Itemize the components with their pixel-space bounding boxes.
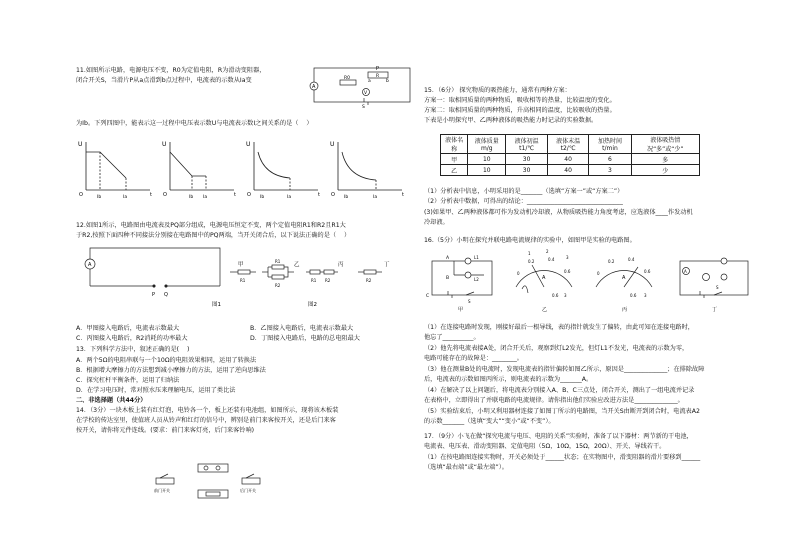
graph-c-O: O (247, 192, 251, 198)
q16-sub5b: 的示数_______（选填“变大”“变小”或“不变”）。 (424, 418, 555, 425)
q16-sub1b: 他忘了__________。 (424, 334, 480, 341)
meter-yi-0: 0 (517, 271, 520, 276)
meter-yi-1: 1 (528, 251, 531, 256)
q16-sub3: （3）他在测量B处的电流时，发现电流表的指针偏转如图乙所示，原因是______________；在排除故障 (424, 366, 705, 373)
table-row (441, 165, 700, 176)
graph-a-Ib: Ib (97, 195, 102, 200)
q12-label-jia: 甲 (238, 262, 244, 268)
graph-d-U: U (330, 141, 335, 148)
q14-line3: 按开关，请你将元件连线。(要求：前门来客灯亮，后门来客铃响) (76, 427, 255, 434)
table-cell: 少 (631, 165, 699, 176)
table-cell: 10 (468, 154, 506, 165)
q13-option-b: B．根据增大摩擦力的方法想到减小摩擦力的方法，运用了逆向思维法 (76, 367, 266, 374)
q12-option-c: C．丙图接入电路后，R2消耗的功率最大 (76, 335, 188, 342)
q16-circuit-B: B (446, 276, 450, 281)
table-header: 液体末温t2/℃ (547, 135, 588, 154)
q12-fig2-caption: 图2 (308, 302, 317, 308)
q15-plan2: 方案二：取相同质量的两种物质，升高相同的温度，比较吸收的热量。 (424, 107, 616, 114)
meter-yi-04: 0.4 (548, 257, 555, 262)
q12-figures (80, 242, 410, 308)
table-cell: 30 (506, 154, 547, 165)
table-header: 加热时间t/min (589, 135, 631, 154)
q12-jia-R1: R1 (240, 278, 246, 283)
q15-sub3: (3)如果甲、乙两种液体都可作为发动机冷却液，从物质吸热能力角度考虑，应选液体____作发动机 (424, 209, 693, 216)
meter-yi-02: 0.2 (528, 259, 535, 264)
q11-circuit-label-b: b (386, 79, 389, 84)
q15-line1: 15．（6分） 探究物质的吸热能力，通常有两种方案： (424, 87, 571, 94)
meter-yi-A: A (542, 275, 546, 281)
q12-line1: 12.如图1所示，电路图由电流表及PQ部分组成，电源电压恒定不变，两个定值电阻R1和R2且R1大 (76, 222, 346, 229)
meter-bing-A: A (622, 275, 626, 281)
q12-label-yi: 乙 (294, 262, 300, 268)
graph-b-Ib: Ib (189, 195, 194, 200)
q16-sub4b: 在表格中，立即得出了并联电路的电流规律。请你指出他们实验应改进方法是______________。 (424, 397, 684, 404)
q16-caption-jia: 甲 (458, 307, 464, 313)
q11-graphs (76, 138, 416, 204)
q11-circuit-label-R0: R0 (344, 76, 350, 81)
table-header: 液体吸热情况“多”或“少” (631, 135, 699, 154)
back-door-switch-label: 后门开关 (240, 488, 256, 493)
q16-sub5: （5）实验结束后，小明又利用器材连接了如图丁所示的电路图，当开关S由断开到闭合时，电流表A2 (424, 408, 700, 415)
q12-label-bing: 丙 (338, 262, 344, 268)
meter-yi-term-3: 3 (564, 293, 567, 298)
q16-caption-bing: 丙 (622, 307, 628, 313)
q12-yi-R1: R1 (275, 259, 281, 264)
table-header: 液体名称 (441, 135, 468, 154)
meter-bing-06: 0.6 (644, 269, 651, 274)
q13-option-c: C．探究杠杆平衡条件，运用了归纳法 (76, 377, 180, 384)
table-header-row (441, 135, 700, 154)
graph-d-t: t (402, 192, 404, 198)
q11-line1: 11.如图所示电路，电源电压不变，R0为定值电阻，R为滑动变阻器， (76, 67, 266, 74)
graph-c-Ib: Ib (260, 195, 265, 200)
meter-bing-0: 0 (597, 271, 600, 276)
meter-yi-3: 3 (566, 255, 569, 260)
graph-a-t: t (150, 192, 152, 198)
table-cell: 甲 (441, 154, 468, 165)
q12-option-a: A．甲图接入电路后，电流表示数最大 (76, 325, 180, 332)
graph-a-O: O (79, 192, 83, 198)
q15-sub3b: 冷却液。 (424, 219, 449, 226)
meter-yi-2: 2 (546, 249, 549, 254)
q16-circuit-S: S (468, 299, 471, 304)
q16-circuit-C: C (426, 294, 430, 299)
q12-ding-R2: R2 (366, 278, 372, 283)
graph-d-Ia: Ia (373, 195, 378, 200)
q12-line2: 于R2,按照下面四种不同接法分别接在电路图中的PQ两端，当开关闭合后，以下说法正确的是（ ） (76, 232, 351, 239)
q13-line1: 13．下列科学方法中，叙述正确的是( ) (76, 346, 190, 353)
meter-yi-term-06: 0.6 (552, 293, 559, 298)
q15-sub2: （2）分析表中数据，可得出的结论：_______________________________ (424, 198, 623, 205)
q16-figures (424, 247, 768, 313)
q17-line2: 电流表、电压表、滑动变阻器、定值电阻（5Ω，10Ω，15Ω，20Ω）、开关、导线若干。 (424, 443, 666, 450)
q12-fig1-A: A (88, 262, 92, 268)
table-header: 液体质量m/g (468, 135, 506, 154)
q14-line1: 14．（3分）一块木板上装有红灯泡，电铃各一个，板上还装有电池组，如图所示，现将该木板装 (76, 407, 339, 414)
meter-bing-term-06: 0.6 (630, 293, 637, 298)
q12-label-ding: 丁 (384, 262, 390, 268)
q14-components (152, 460, 272, 520)
q11-circuit-label-a: a (368, 79, 371, 84)
graph-c-t: t (318, 192, 320, 198)
meter-bing-02: 0.2 (608, 259, 615, 264)
q14-line2: 在学校的传达室里，使值班人员从铃声和红灯的信号中，辨别是前门来客按开关，还是后门来客 (76, 417, 336, 424)
q11-line2: 闭合开关S，当滑片P从a点滑到b点过程中，电流表的示数从Ia变 (76, 77, 252, 84)
q11-circuit-label-S: S (362, 105, 365, 108)
q16-ding-A: A (684, 269, 687, 274)
graph-b-t: t (234, 192, 236, 198)
q17-line3: （1）在按电路图连接实物时，开关必须处于______状态；在实物图中，滑变阻器的滑片要移到______ (424, 454, 701, 461)
table-cell: 乙 (441, 165, 468, 176)
q12-bing-R2: R2 (325, 278, 331, 283)
q13-option-d: D．在学习电压时，常对照水压来理解电压，运用了类比法 (76, 387, 236, 394)
q12-fig1-caption: 图1 (212, 302, 221, 308)
q11-circuit (306, 62, 416, 108)
q16-caption-yi: 乙 (542, 307, 548, 313)
graph-d-Ib: Ib (344, 195, 349, 200)
graph-c-U: U (246, 141, 251, 148)
table-header: 液体初温t1/℃ (506, 135, 547, 154)
q16-caption-ding: 丁 (712, 307, 718, 313)
q16-sub4: （4）在解决了以上问题后，将电流表分别接入A、B、C三点处，闭合开关，测出了一组电流并记录 (424, 387, 695, 394)
q12-option-d: D．丁图接入电路后，电路的总电阻最大 (250, 335, 360, 342)
graph-d-O: O (331, 192, 335, 198)
q16-line1: 16.（5分）小明在探究并联电路电流规律的实验中，如图甲是实验的电路图。 (424, 237, 636, 244)
graph-b-O: O (163, 192, 167, 198)
table-cell: 30 (506, 165, 547, 176)
q12-bing-R1: R1 (311, 278, 317, 283)
table-cell: 10 (468, 165, 506, 176)
q16-sub1: （1）在连接电路时发现，刚接好最后一根导线，表的指针就发生了偏转，由此可知在连接电路时， (424, 324, 694, 331)
q11-circuit-label-V: V (364, 91, 368, 96)
q16-circuit-A: A (446, 256, 450, 261)
section-2-heading: 二、非选择题（共44分） (76, 397, 147, 404)
q12-fig1-Q: Q (164, 292, 168, 298)
q15-sub1: （1）分析表中信息，小明采用的是_______（选填“方案一”或“方案二”） (424, 188, 624, 195)
table-row (441, 154, 700, 165)
table-cell: 多 (631, 154, 699, 165)
table-cell: 6 (589, 154, 631, 165)
q15-plan1: 方案一：取相同质量的两种物质，吸收相等的热量，比较温度的变化。 (424, 97, 616, 104)
q11-circuit-label-A: A (312, 84, 316, 90)
q16-circuit-L2: L2 (474, 277, 479, 282)
q16-ding-S: S (716, 285, 719, 290)
q12-option-b: B．乙图接入电路后，电流表示数最大 (250, 325, 354, 332)
q11-circuit-label-P: P (376, 66, 380, 72)
meter-bing-term-3: 3 (644, 293, 647, 298)
q16-circuit-L1: L1 (474, 255, 479, 260)
table-cell: 3 (589, 165, 631, 176)
q17-line4: （选填“最右端”或“最左端”）。 (424, 464, 508, 471)
graph-c-Ia: Ia (287, 195, 292, 200)
graph-a-U: U (78, 141, 83, 148)
q11-circuit-label-R: R (376, 74, 380, 79)
q12-yi-R2: R2 (275, 283, 281, 288)
q16-sub2b: 电路可能存在的故障是：________。 (424, 355, 523, 362)
q16-sub3b: 后，电流表的示数如图丙所示，则电流表的示数为_______A。 (424, 376, 593, 383)
q15-line2: 下表是小明探究甲、乙两种液体的吸热能力时记录的实验数据。 (424, 117, 598, 124)
meter-bing-04: 0.4 (628, 257, 635, 262)
graph-b-Ia: Ia (203, 195, 208, 200)
graph-a-Ia: Ia (123, 195, 128, 200)
q17-line1: 17．（9分）小飞在做“探究电流与电压、电阻的关系”实验时，准备了以下器材：两节新的干电池， (424, 433, 693, 440)
q12-fig1-P: P (152, 292, 156, 298)
graph-b-U: U (162, 141, 167, 148)
q15-data-table (440, 134, 700, 176)
table-cell: 40 (547, 165, 588, 176)
meter-yi-06: 0.6 (564, 269, 571, 274)
front-door-switch-label: 前门开关 (154, 488, 170, 493)
q11-line3: 为Ib。下列四图中，能表示这一过程中电压表示数U与电流表示数I之间关系的是（ ） (76, 120, 313, 127)
table-cell: 40 (547, 154, 588, 165)
q13-option-a: A．两个5Ω的电阻串联与一个10Ω的电阻效果相同，运用了转换法 (76, 357, 257, 364)
q16-sub2: （2）他先将电流表接A处，闭合开关后，观察到灯L2发光，但灯L1不发光，电流表的示数为零， (424, 345, 689, 352)
